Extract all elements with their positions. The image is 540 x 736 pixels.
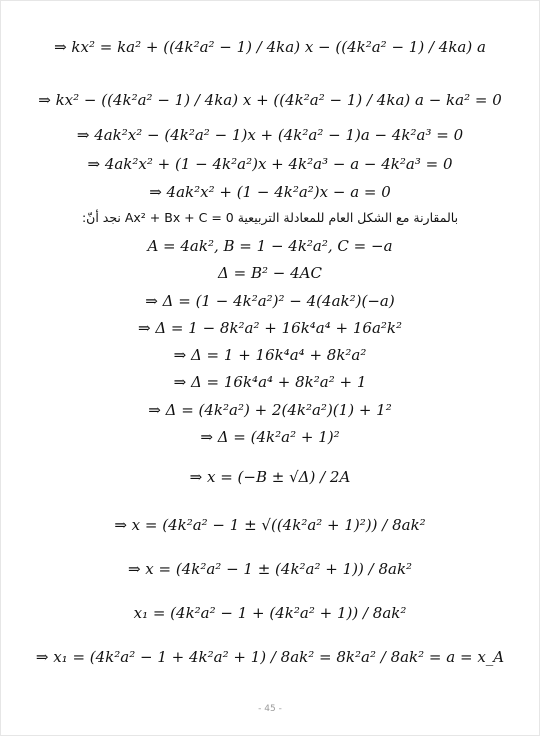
arabic-comparison-text: بالمقارنة مع الشكل العام للمعادلة التربيعية Ax² + Bx + C = 0 نجد أنّ:	[81, 210, 459, 225]
coefficients-line: A = 4ak², B = 1 − 4k²a², C = −a	[147, 237, 393, 255]
equation-line-10: ⇒ Δ = 1 − 8k²a² + 16k⁴a⁴ + 16a²k²	[137, 319, 403, 337]
equation-line-18: x₁ = (4k²a² − 1 + (4k²a² + 1)) / 8ak²	[133, 604, 407, 622]
equation-line-19: ⇒ x₁ = (4k²a² − 1 + 4k²a² + 1) / 8ak² = 8k²a² / 8ak² = a = x_A	[35, 648, 505, 666]
equation-line-17: ⇒ x = (4k²a² − 1 ± (4k²a² + 1)) / 8ak²	[127, 560, 413, 578]
equation-line-12: ⇒ Δ = 16k⁴a⁴ + 8k²a² + 1	[173, 373, 367, 391]
page-number: - 45 -	[258, 704, 282, 714]
discriminant-definition: Δ = B² − 4AC	[218, 264, 322, 282]
equation-line-1: ⇒ kx² = ka² + ((4k²a² − 1) / 4ka) x − ((4k²a² − 1) / 4ka) a	[54, 38, 486, 56]
equation-line-9: ⇒ Δ = (1 − 4k²a²)² − 4(4ak²)(−a)	[145, 292, 395, 310]
equation-line-3: ⇒ 4ak²x² − (4k²a² − 1)x + (4k²a² − 1)a − 4k²a³ = 0	[76, 126, 464, 144]
equation-line-13: ⇒ Δ = (4k²a²) + 2(4k²a²)(1) + 1²	[148, 401, 392, 419]
equation-line-14: ⇒ Δ = (4k²a² + 1)²	[200, 428, 340, 446]
equation-line-4: ⇒ 4ak²x² + (1 − 4k²a²)x + 4k²a³ − a − 4k²a³ = 0	[87, 155, 453, 173]
quadratic-formula-line: ⇒ x = (−B ± √Δ) / 2A	[189, 468, 351, 486]
equation-line-5: ⇒ 4ak²x² + (1 − 4k²a²)x − a = 0	[149, 183, 391, 201]
equation-line-16: ⇒ x = (4k²a² − 1 ± √((4k²a² + 1)²)) / 8ak²	[114, 516, 426, 534]
equation-line-2: ⇒ kx² − ((4k²a² − 1) / 4ka) x + ((4k²a² − 1) / 4ka) a − ka² = 0	[38, 91, 502, 109]
equation-line-11: ⇒ Δ = 1 + 16k⁴a⁴ + 8k²a²	[173, 346, 367, 364]
